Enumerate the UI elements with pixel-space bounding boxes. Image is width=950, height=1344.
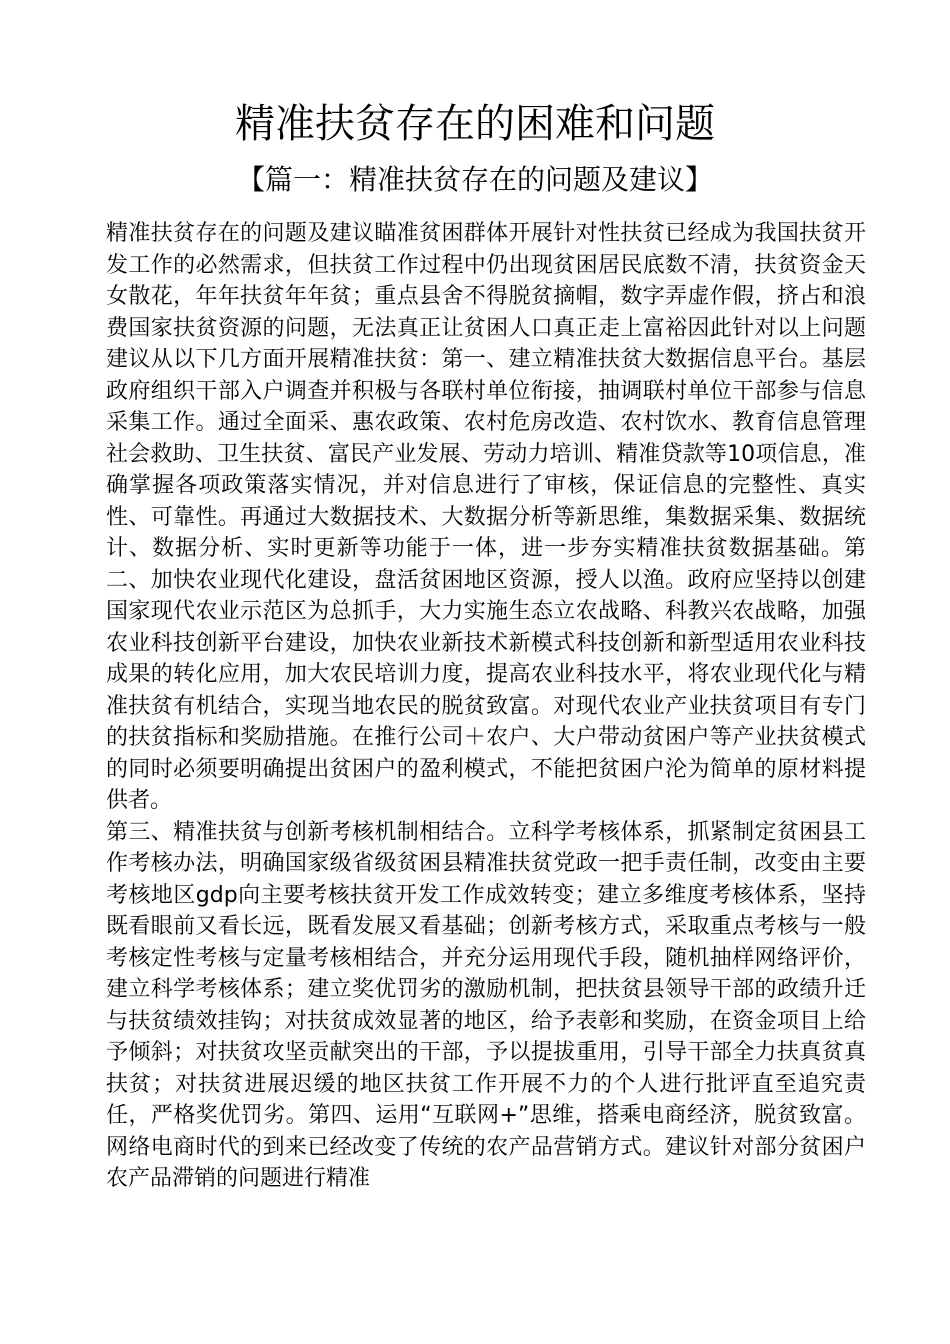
body-paragraph-2: 第三、精准扶贫与创新考核机制相结合。立科学考核体系，抓紧制定贫困县工作考核办法，明确国家级省级贫困县精准扶贫党政一把手责任制，改变由主要考核地区gdp向主要考核扶贫开发工作成效转变；建立多维度考核体系，坚持既看眼前又看长远，既看发展又看基础；创新考核方式，采取重点考核与一般考核定性考核与定量考核相结合，并充分运用现代手段，随机抽样网络评价，建立科学考核体系；建立奖优罚劣的激励机制，把扶贫县领导干部的政绩升迁与扶贫绩效挂钩；对扶贫成效显著的地区，给予表彰和奖励，在资金项目上给予倾斜；对扶贫攻坚贡献突出的干部，予以提拔重用，引导干部全力扶真贫真扶贫；对扶贫进展迟缓的地区扶贫工作开展不力的个人进行批评直至追究责任，严格奖优罚劣。第四、运用“互联网+”思维，搭乘电商经济，脱贫致富。网络电商时代的到来已经改变了传统的农产品营销方式。建议针对部分贫困户农产品滞销的问题进行精准 — [106, 819, 866, 1191]
section-heading: 【篇一：精准扶贫存在的问题及建议】 — [236, 163, 713, 196]
document-body — [106, 218, 866, 1195]
document-title: 精准扶贫存在的困难和问题 — [235, 101, 715, 147]
body-paragraph-1: 精准扶贫存在的问题及建议瞄准贫困群体开展针对性扶贫已经成为我国扶贫开发工作的必然需求，但扶贫工作过程中仍出现贫困居民底数不清，扶贫资金天女散花，年年扶贫年年贫；重点县舍不得脱贫摘帽，数字弄虚作假，挤占和浪费国家扶贫资源的问题，无法真正让贫困人口真正走上富裕因此针对以上问题建议从以下几方面开展精准扶贫：第一、建立精准扶贫大数据信息平台。基层政府组织干部入户调查并积极与各联村单位衔接，抽调联村单位干部参与信息采集工作。通过全面采、惠农政策、农村危房改造、农村饮水、教育信息管理社会救助、卫生扶贫、富民产业发展、劳动力培训、精准贷款等10项信息，准确掌握各项政策落实情况，并对信息进行了审核，保证信息的完整性、真实性、可靠性。再通过大数据技术、大数据分析等新思维，集数据采集、数据统计、数据分析、实时更新等功能于一体，进一步夯实精准扶贫数据基础。第二、加快农业现代化建设，盘活贫困地区资源，授人以渔。政府应坚持以创建国家现代农业示范区为总抓手，大力实施生态立农战略、科教兴农战略，加强农业科技创新平台建设，加快农业新技术新模式科技创新和新型适用农业科技成果的转化应用，加大农民培训力度，提高农业科技水平，将农业现代化与精准扶贫有机结合，实现当地农民的脱贫致富。对现代农业产业扶贫项目有专门的扶贫指标和奖励措施。在推行公司＋农户、大户带动贫困户等产业扶贫模式的同时必须要明确提出贫困户的盈利模式，不能把贫困户沦为简单的原材料提供者。 — [106, 221, 866, 813]
